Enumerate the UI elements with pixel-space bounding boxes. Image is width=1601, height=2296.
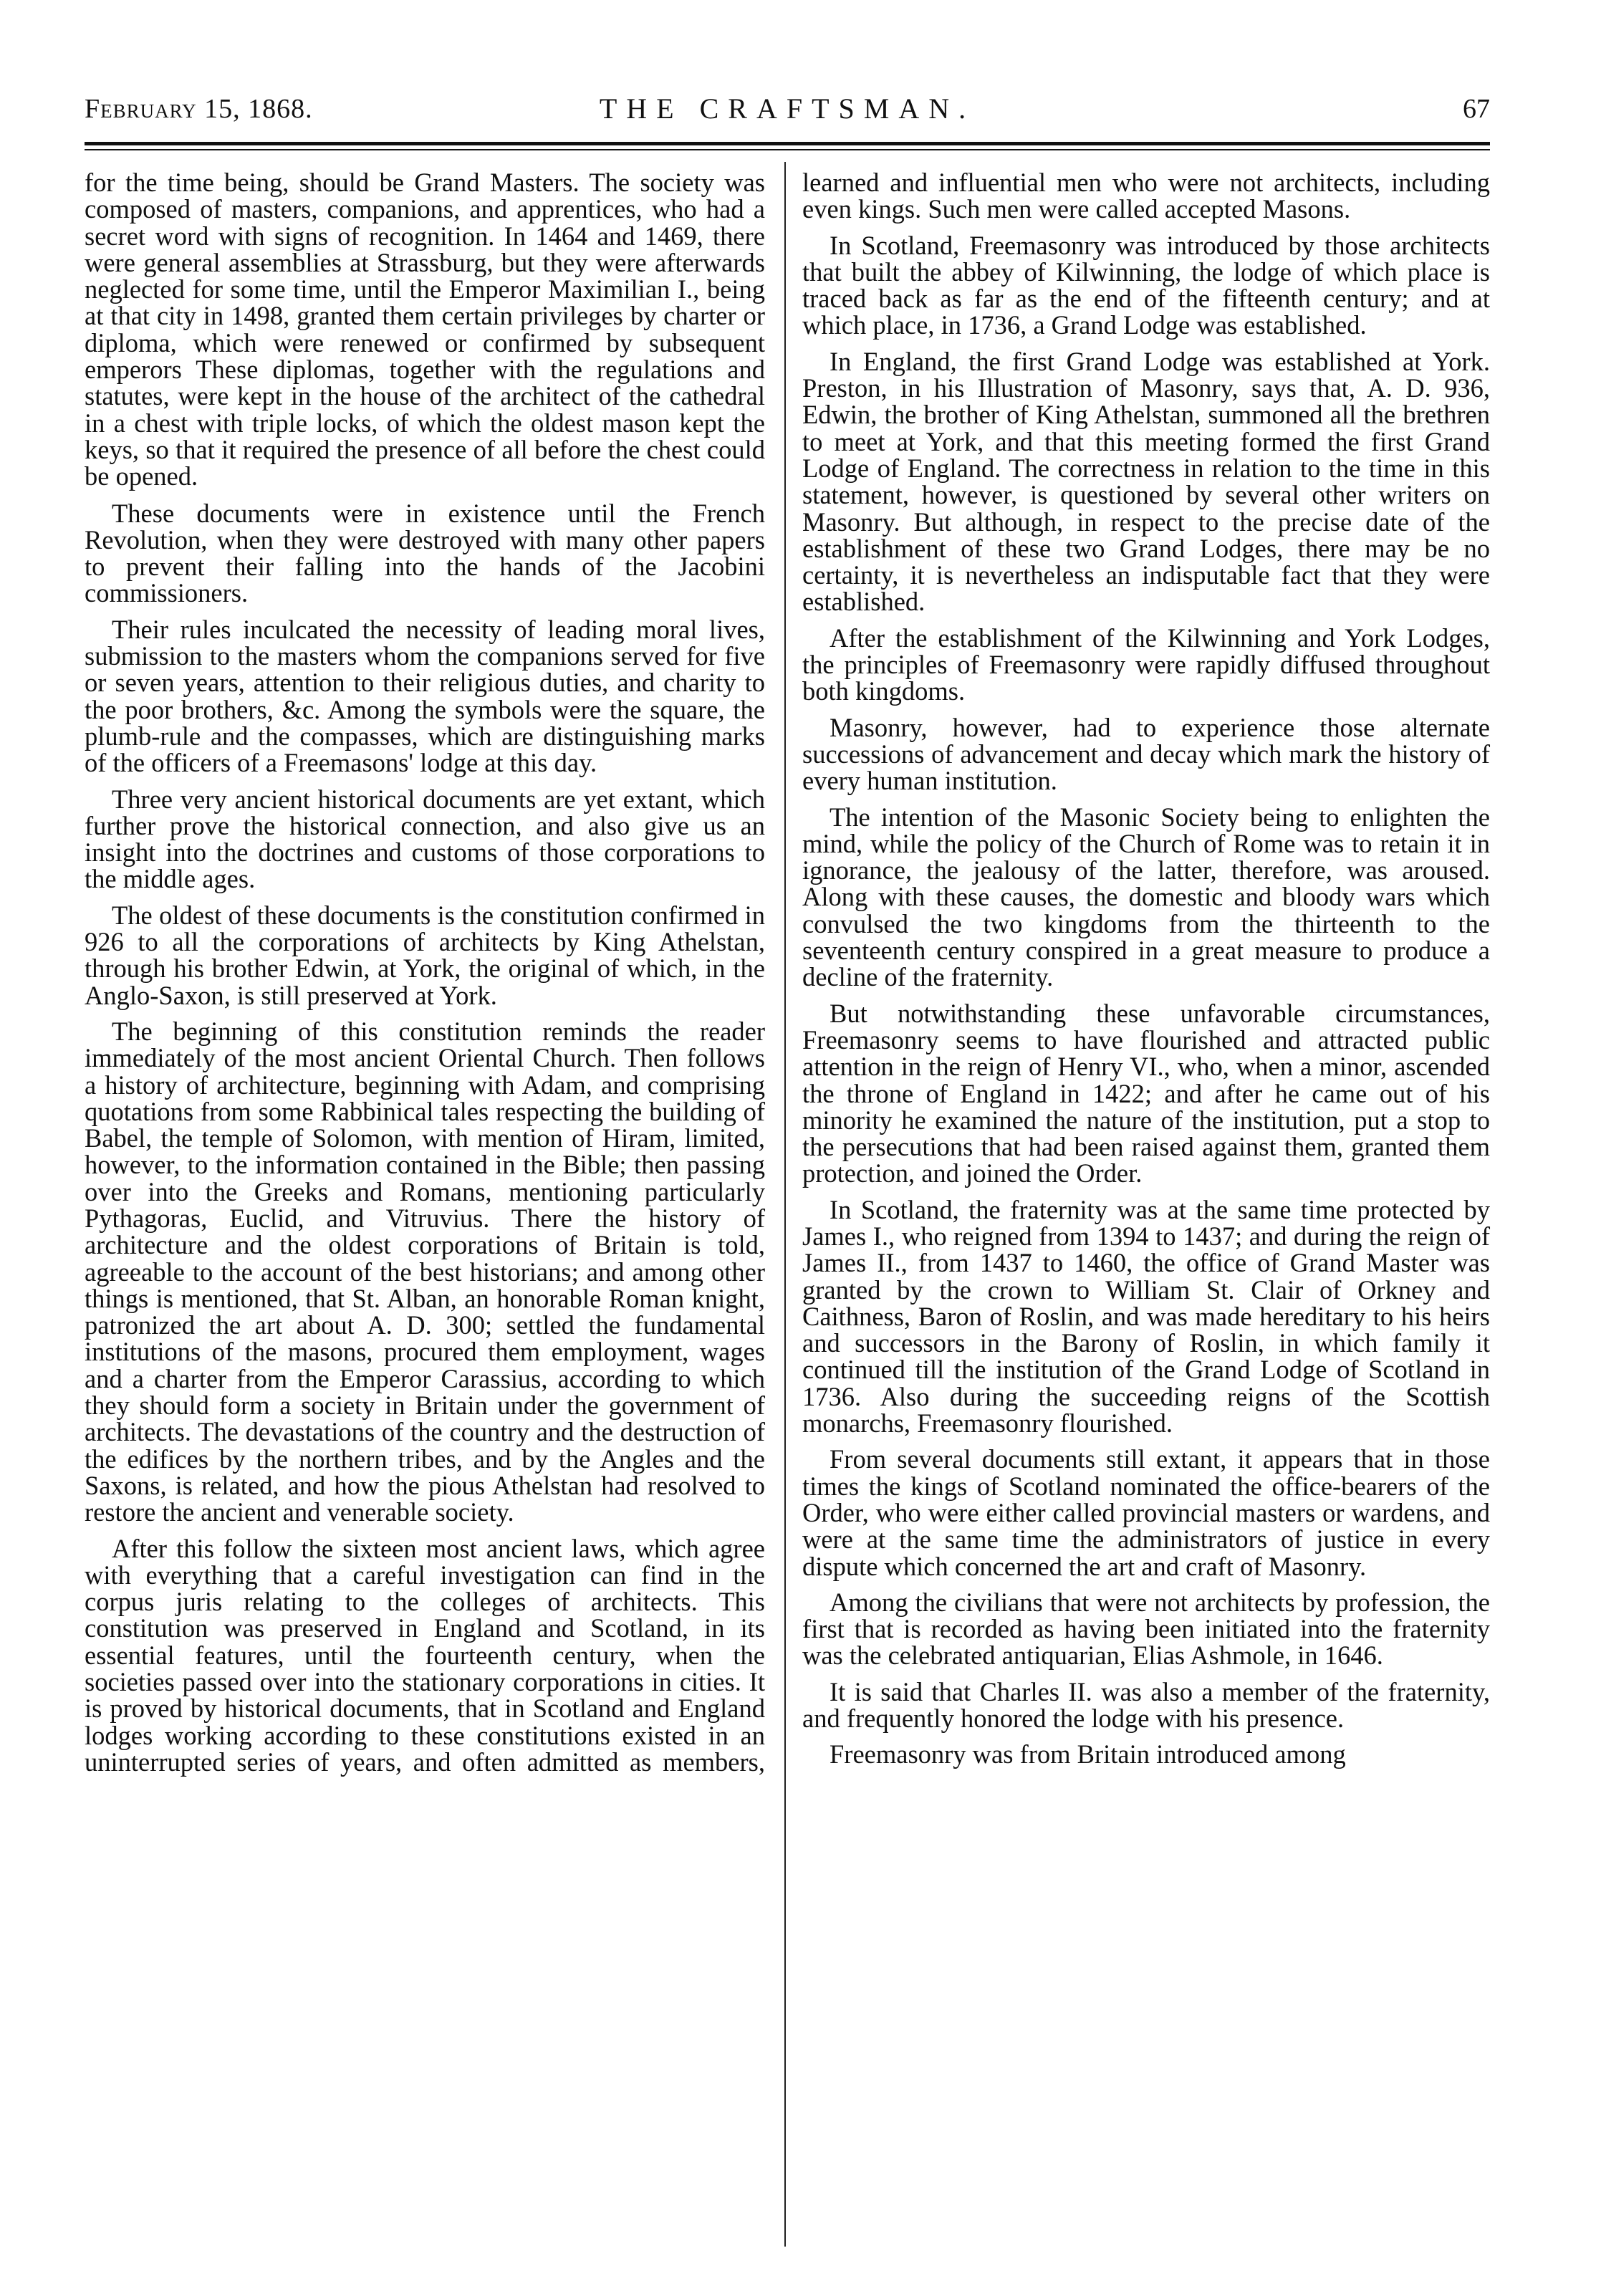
paragraph: After the establishment of the Kilwinning and York Lodges, the principles of Freemasonry were rapidly diffused throughout both kingdoms. bbox=[802, 623, 1490, 706]
paragraph: Three very ancient historical documents are yet extant, which further prove the historical connection, and also give us an insight into the doctrines and customs of those corporations to the middle ages. bbox=[85, 784, 765, 894]
paragraph: The intention of the Masonic Society being to enlighten the mind, while the policy of the Church of Rome was to retain it in ignorance, the jealousy of the latter, therefore, was aroused. Along with these causes, the domestic and bloody wars which convulsed the two kingdoms from the thirteenth to the seventeenth century conspired in a great measure to produce a decline of the fraternity. bbox=[802, 802, 1490, 992]
issue-date: February 15, 1868. bbox=[85, 94, 313, 124]
paragraph: The beginning of this constitution reminds the reader immediately of the most ancient Oriental Church. Then follows a history of architecture, beginning with Adam, and comprising quotations from some Rabbinical tales respecting the building of Babel, the temple of Solomon, with mention of Hiram, limited, however, to the information contained in the Bible; then passing over into the Greeks and Romans, mentioning particularly Pythagoras, Euclid, and Vitruvius. There the history of architecture and the oldest corporations of Britain is told, agreeable to the account of the best historians; and among other things is mentioned, that St. Alban, an honorable Roman knight, patronized the art about A. D. 300; settled the fundamental institutions of the masons, procured them employment, wages and a charter from the Emperor Carassius, according to which they should form a society in Britain under the government of architects. The devastations of the country and the destruction of the edifices by the northern tribes, and by the Angles and the Saxons, is related, and how the pious Athelstan had resolved to restore the ancient and venerable society. bbox=[85, 1016, 765, 1527]
right-column bbox=[802, 169, 1490, 1777]
publication-title: THE CRAFTSMAN. bbox=[599, 92, 976, 125]
paragraph: The oldest of these documents is the constitution confirmed in 926 to all the corporations of architects by King Athelstan, through his brother Edwin, at York, the original of which, in the Anglo-Saxon, is still preserved at York. bbox=[85, 900, 765, 1010]
header-rule-thick bbox=[85, 142, 1490, 145]
paragraph: Freemasonry was from Britain introduced among bbox=[830, 1739, 1346, 1769]
paragraph: In England, the first Grand Lodge was established at York. Preston, in his Illustration of Masonry, says that, A. D. 936, Edwin, the brother of King Athelstan, summoned all the brethren to meet at York, and that this meeting formed the first Grand Lodge of England. The correctness in relation to the time in this statement, however, is questioned by several other writers on Masonry. But although, in respect to the precise date of the establishment of these two Grand Lodges, there may be no certainty, it is nevertheless an indisputable fact that they were established. bbox=[802, 346, 1490, 617]
paragraph: Masonry, however, had to experience those alternate successions of advancement and decay which mark the history of every human institution. bbox=[802, 712, 1490, 796]
paragraph: After this follow the sixteen most ancient laws, which agree with everything that a careful investigation can find in the corpus juris relating to the colleges of architects. This constitution was preserved in England and Scotland, in its essential features, until the fourteenth century, when the societies passed over into the stationary corporations in cities. It is proved by historical documents, that in Scotland and England lodges working according to these constitutions existed in an uninterrupted series of years, and often admitted as members, bbox=[85, 1533, 765, 1777]
page-header bbox=[85, 87, 1490, 130]
paragraph: Among the civilians that were not architects by profession, the first that is recorded as having been initiated into the fraternity was the celebrated antiquarian, Elias Ashmole, in 1646. bbox=[802, 1587, 1490, 1671]
paragraph: But notwithstanding these unfavorable circumstances, Freemasonry seems to have flourished and attracted public attention in the reign of Henry VI., who, when a minor, ascended the throne of England in 1422; and after he came out of his minority he examined the nature of the institution, put a stop to the persecutions that had been raised against them, granted them protection, and joined the Order. bbox=[802, 998, 1490, 1188]
header-rule-thin bbox=[85, 149, 1490, 150]
paragraph: In Scotland, the fraternity was at the same time protected by James I., who reigned from 1394 to 1437; and during the reign of James II., from 1437 to 1460, the office of Grand Master was granted by the crown to William St. Clair of Orkney and Caithness, Baron of Roslin, and was made hereditary to his heirs and successors in the Barony of Roslin, in which family it continued till the institution of the Grand Lodge of Scotland in 1736. Also during the succeeding reigns of the Scottish monarchs, Freemasonry flourished. bbox=[802, 1194, 1490, 1438]
paragraph: In Scotland, Freemasonry was introduced by those architects that built the abbey of Kilwinning, the lodge of which place is traced back as far as the end of the fifteenth century; and at which place, in 1736, a Grand Lodge was established. bbox=[802, 230, 1490, 340]
left-column bbox=[85, 169, 765, 1785]
paragraph: for the time being, should be Grand Masters. The society was composed of masters, companions, and apprentices, who had a secret word with signs of recognition. In 1464 and 1469, there were general assemblies at Strassburg, but they were afterwards neglected for some time, until the Emperor Maximilian I., being at that city in 1498, granted them certain privileges by charter or diploma, which were renewed or confirmed by subsequent emperors These diplomas, together with the regulations and statutes, were kept in the house of the architect of the cathedral in a chest with triple locks, of which the oldest mason kept the keys, so that it required the presence of all before the chest could be opened. bbox=[85, 168, 765, 491]
paragraph: Their rules inculcated the necessity of leading moral lives, submission to the masters whom the companions served for five or seven years, attention to their religious duties, and charity to the poor brothers, &c. Among the symbols were the square, the plumb-rule and the compasses, which are distinguishing marks of the officers of a Freemasons' lodge at this day. bbox=[85, 614, 765, 778]
paragraph: From several documents still extant, it appears that in those times the kings of Scotland nominated the office-bearers of the Order, who were either called provincial masters or wardens, and were at the same time the administrators of justice in every dispute which concerned the art and craft of Masonry. bbox=[802, 1444, 1490, 1581]
page-number: 67 bbox=[1463, 94, 1490, 124]
paragraph: learned and influential men who were not architects, including even kings. Such men were called accepted Masons. bbox=[802, 168, 1490, 224]
paragraph: These documents were in existence until the French Revolution, when they were destroyed with many other papers to prevent their falling into the hands of the Jacobini commissioners. bbox=[85, 498, 765, 608]
paragraph: It is said that Charles II. was also a member of the fraternity, and frequently honored the lodge with his presence. bbox=[802, 1676, 1490, 1734]
column-divider bbox=[784, 162, 786, 2247]
